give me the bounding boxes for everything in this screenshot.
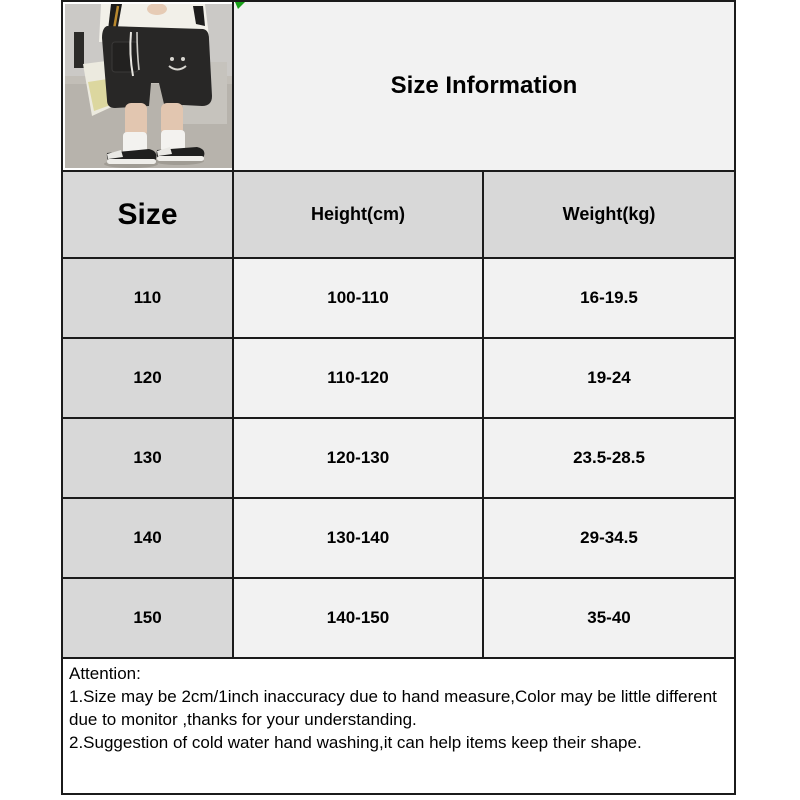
height-cell: 100-110	[234, 259, 484, 337]
photo-doorway	[74, 32, 84, 68]
table-row	[63, 337, 734, 417]
col-header-size: Size	[63, 172, 234, 257]
col-header-weight: Weight(kg)	[484, 172, 734, 257]
table-row	[63, 577, 734, 657]
weight-cell: 19-24	[484, 339, 734, 417]
size-cell: 140	[63, 499, 234, 577]
attention-heading: Attention:	[69, 664, 141, 683]
size-cell: 150	[63, 579, 234, 657]
top-row	[63, 2, 734, 170]
attention-note: 1.Size may be 2cm/1inch inaccuracy due to hand measure,Color may be little different due to monitor ,thanks for your understanding.	[69, 687, 717, 729]
height-cell: 130-140	[234, 499, 484, 577]
size-cell: 130	[63, 419, 234, 497]
weight-cell: 29-34.5	[484, 499, 734, 577]
product-photo-cell	[63, 2, 234, 170]
size-cell: 120	[63, 339, 234, 417]
chart-title: Size Information	[234, 2, 734, 170]
height-cell: 120-130	[234, 419, 484, 497]
height-cell: 110-120	[234, 339, 484, 417]
product-photo	[65, 4, 232, 168]
weight-cell: 35-40	[484, 579, 734, 657]
weight-cell: 23.5-28.5	[484, 419, 734, 497]
table-row	[63, 417, 734, 497]
size-chart-panel	[61, 0, 736, 795]
attention-box	[63, 657, 734, 793]
height-cell: 140-150	[234, 579, 484, 657]
col-header-height: Height(cm)	[234, 172, 484, 257]
photo-legs	[125, 103, 147, 137]
table-header-row	[63, 170, 734, 257]
size-cell: 110	[63, 259, 234, 337]
weight-cell: 16-19.5	[484, 259, 734, 337]
table-row	[63, 497, 734, 577]
attention-note: 2.Suggestion of cold water hand washing,it can help items keep their shape.	[69, 733, 642, 752]
table-row	[63, 257, 734, 337]
